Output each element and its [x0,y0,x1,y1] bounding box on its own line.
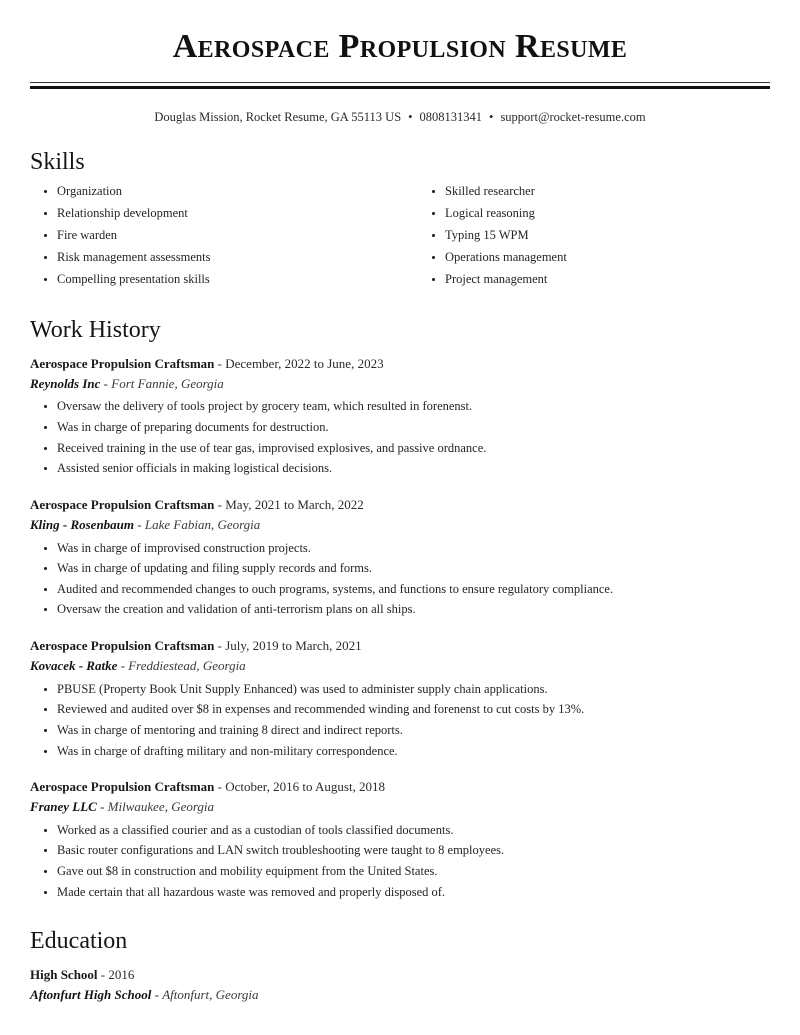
skill-item: Project management [418,273,770,295]
skill-item: Organization [30,185,400,207]
header-divider-thick-line [30,86,770,89]
education-school-location: Aftonfurt, Georgia [162,987,259,1003]
company-dash: - [117,658,129,674]
job-title-dash: - [214,638,226,654]
skill-item: Relationship development [30,207,400,229]
education-school-dash: - [151,987,163,1003]
company-name: Kovacek - Ratke [30,658,118,674]
work-history-entry [30,765,770,906]
job-dates: July, 2019 to March, 2021 [225,638,362,654]
skill-item: Typing 15 WPM [418,229,770,251]
education-degree-line [30,965,770,985]
job-bullet-item: Gave out $8 in construction and mobility equipment from the United States. [30,865,770,886]
skill-item: Skilled researcher [418,185,770,207]
skill-item: Logical reasoning [418,207,770,229]
job-title-line [30,495,770,515]
skill-item: Fire warden [30,229,400,251]
job-title-line [30,636,770,656]
job-bullet-item: Reviewed and audited over $8 in expenses and recommended winding and forenenst to cut costs by 13%. [30,703,770,724]
contact-separator-2: • [489,110,494,125]
company-line [30,797,770,824]
section-heading-education: Education [30,928,128,955]
work-history-entry [30,624,770,765]
skill-item: Compelling presentation skills [30,273,400,295]
job-title-line [30,777,770,797]
job-bullet-item: Assisted senior officials in making logistical decisions. [30,462,770,483]
section-heading-skills: Skills [30,148,85,175]
education-section [30,965,770,1005]
skills-column-right [400,185,770,295]
job-bullet-item: Was in charge of updating and filing supply records and forms. [30,562,770,583]
job-bullet-item: Received training in the use of tear gas, improvised explosives, and passive ordnance. [30,442,770,463]
job-bullet-item: Oversaw the delivery of tools project by grocery team, which resulted in forenenst. [30,400,770,421]
job-title: Aerospace Propulsion Craftsman [30,779,215,795]
contact-email: support@rocket-resume.com [500,110,646,125]
work-history-section [30,354,770,907]
company-dash: - [96,799,108,815]
job-dates: October, 2016 to August, 2018 [225,779,386,795]
contact-address: Douglas Mission, Rocket Resume, GA 55113 US [154,110,402,125]
skills-list-left [30,185,400,295]
contact-phone: 0808131341 [419,110,483,125]
company-line [30,656,770,683]
job-bullet-item: PBUSE (Property Book Unit Supply Enhanced) was used to administer supply chain applications. [30,683,770,704]
work-history-entry [30,354,770,483]
education-school-name: Aftonfurt High School [30,987,152,1003]
skill-item: Risk management assessments [30,251,400,273]
company-dash: - [134,517,145,533]
education-school-line [30,985,770,1005]
job-bullet-item: Basic router configurations and LAN switch troubleshooting were taught to 8 employees. [30,844,770,865]
company-name: Reynolds Inc [30,375,101,391]
job-bullet-item: Was in charge of drafting military and non-military correspondence. [30,745,770,766]
skills-list-right [418,185,770,295]
contact-line [30,109,770,127]
education-entry [30,965,770,1005]
job-title: Aerospace Propulsion Craftsman [30,355,215,371]
contact-separator-1: • [408,110,413,125]
company-location: Milwaukee, Georgia [107,799,215,815]
job-title-dash: - [214,496,226,512]
company-location: Freddiestead, Georgia [128,658,246,674]
work-history-entry [30,483,770,624]
job-title-line [30,354,770,374]
company-line [30,515,770,542]
header-divider [30,82,770,89]
job-bullet-item: Oversaw the creation and validation of anti-terrorism plans on all ships. [30,603,770,624]
job-bullet-item: Made certain that all hazardous waste was removed and properly disposed of. [30,886,770,907]
job-dates: December, 2022 to June, 2023 [225,355,384,371]
company-line [30,374,770,401]
job-bullet-item: Audited and recommended changes to ouch programs, systems, and functions to ensure regulatory compliance. [30,583,770,604]
job-title-dash: - [214,355,226,371]
job-title-dash: - [214,779,226,795]
company-location: Fort Fannie, Georgia [111,375,224,391]
company-name: Kling - Rosenbaum [30,517,135,533]
page-title: Aerospace Propulsion Resume [172,28,628,65]
education-degree-dash: - [97,966,109,982]
company-dash: - [100,375,112,391]
job-bullet-item: Was in charge of improvised construction projects. [30,542,770,563]
company-location: Lake Fabian, Georgia [144,517,261,533]
job-bullet-item: Worked as a classified courier and as a custodian of tools classified documents. [30,824,770,845]
job-bullet-item: Was in charge of preparing documents for destruction. [30,421,770,442]
company-name: Franey LLC [30,799,97,815]
job-dates: May, 2021 to March, 2022 [225,496,364,512]
education-year: 2016 [108,966,135,982]
skill-item: Operations management [418,251,770,273]
job-title: Aerospace Propulsion Craftsman [30,638,215,654]
job-title: Aerospace Propulsion Craftsman [30,496,215,512]
section-heading-work-history: Work History [30,317,161,344]
skills-section [30,185,770,295]
job-bullet-item: Was in charge of mentoring and training 8 direct and indirect reports. [30,724,770,745]
skills-column-left [30,185,400,295]
education-degree: High School [30,966,98,982]
